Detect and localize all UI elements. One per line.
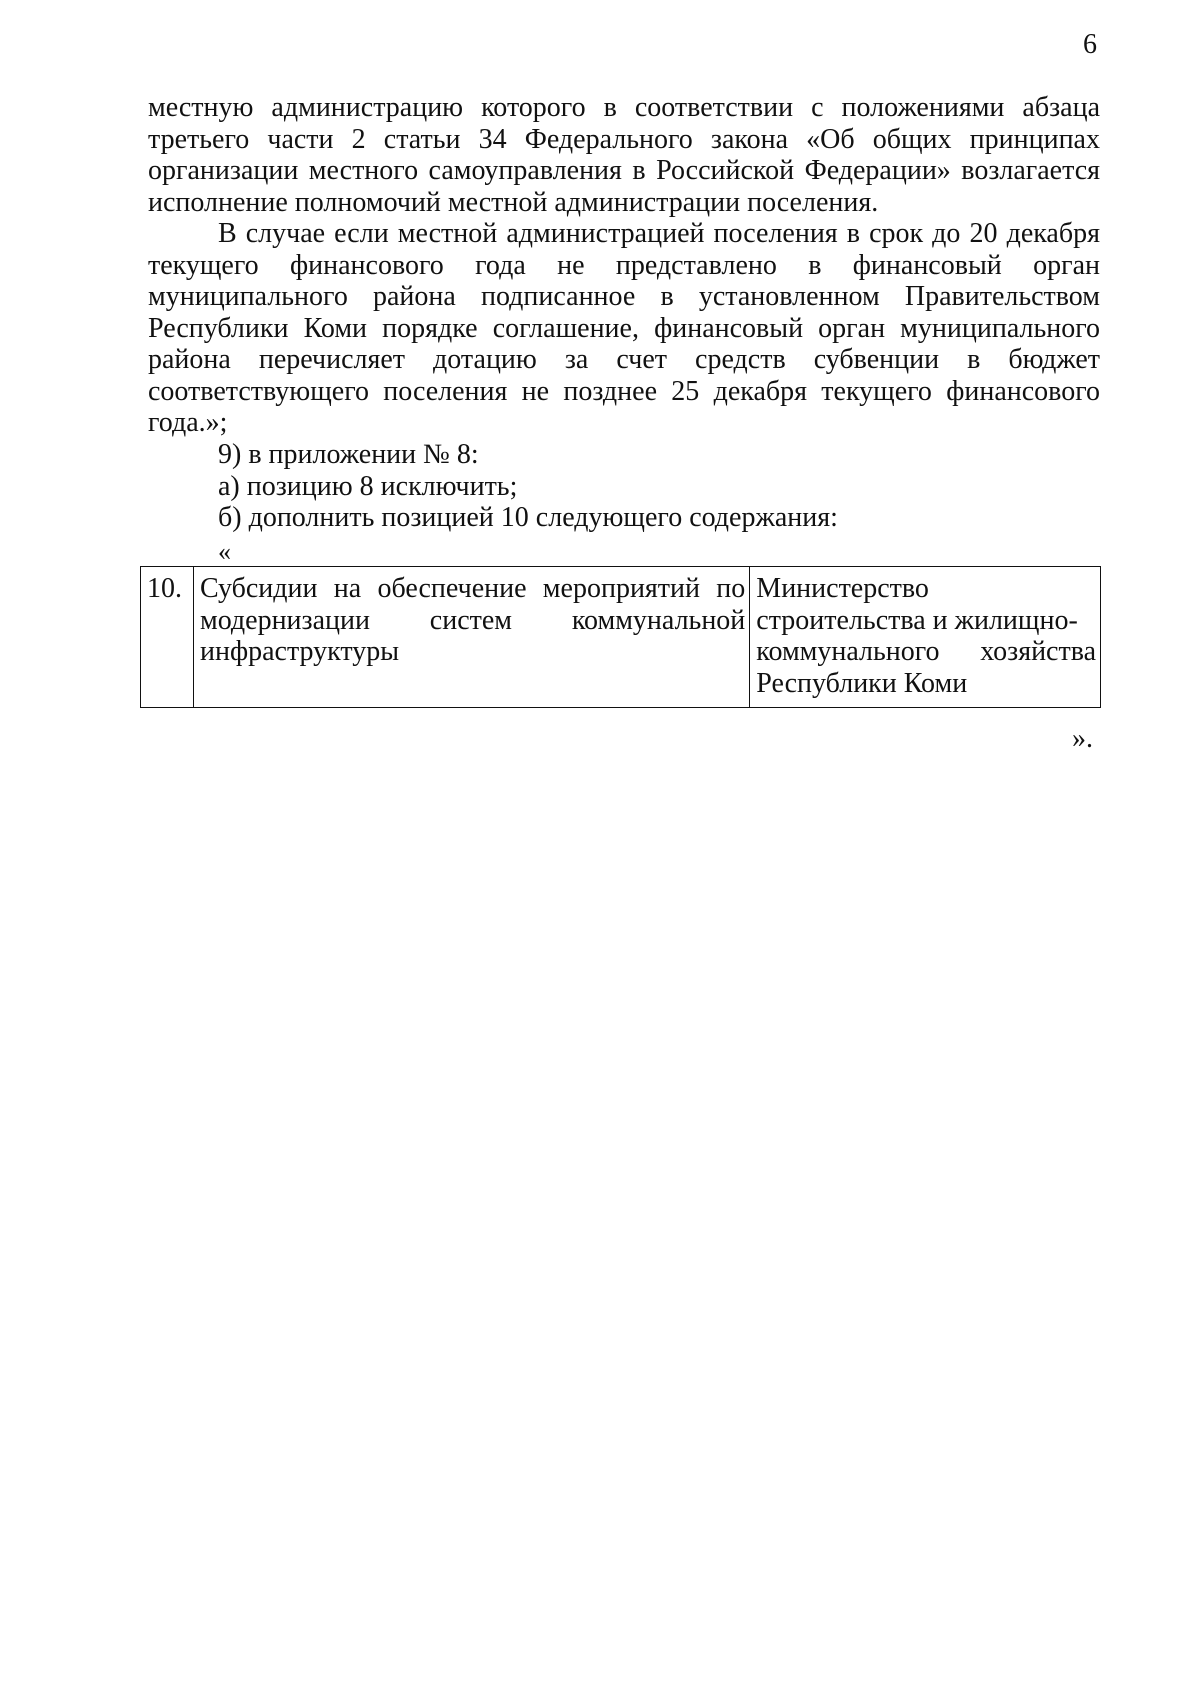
text-line: третьего части 2 статьи 34 Федерального закона «Об общих принципах — [148, 123, 1100, 155]
open-quote: « — [218, 537, 231, 566]
responsible-ministry — [750, 567, 1101, 708]
cell-text-line: Республики Коми — [756, 667, 968, 699]
close-quote: ». — [1072, 723, 1093, 754]
amendment-items — [148, 439, 1100, 534]
item-b: б) дополнить позицией 10 следующего содержания: — [218, 502, 838, 533]
text-line: текущего финансового года не представлено в финансовый орган — [148, 249, 1100, 281]
cell-text-line: модернизации систем коммунальной — [199, 604, 746, 636]
text-line: организации местного самоуправления в Российской Федерации» возлагается — [148, 155, 1100, 186]
text-line: местную администрацию которого в соответствии с положениями абзаца — [148, 92, 1100, 123]
text-line: исполнение полномочий местной администрации поселения. — [148, 186, 879, 218]
subsidy-name — [193, 567, 749, 708]
text-line: района перечисляет дотацию за счет средств субвенции в бюджет — [148, 344, 1100, 375]
row-number: 10. — [141, 567, 194, 708]
appendix-table — [140, 566, 1101, 708]
cell-text-line: коммунального хозяйства — [756, 636, 1096, 667]
cell-text-line: строительства и жилищно- — [756, 604, 1078, 636]
paragraph-continuation — [148, 92, 1100, 218]
text-line: муниципального района подписанное в установленном Правительством — [148, 281, 1100, 312]
table-row — [141, 567, 1101, 708]
item-9: 9) в приложении № 8: — [218, 439, 479, 470]
text-line: Республики Коми порядке соглашение, финансовый орган муниципального — [148, 312, 1100, 344]
item-a: а) позицию 8 исключить; — [218, 470, 518, 502]
cell-text-line: инфраструктуры — [199, 636, 400, 667]
paragraph-subsidy-transfer — [148, 218, 1100, 439]
cell-text-line: Субсидии на обеспечение мероприятий по — [199, 573, 746, 604]
text-line: В случае если местной администрацией поселения в срок до 20 декабря — [218, 218, 1100, 249]
page-number: 6 — [1083, 29, 1097, 60]
cell-text-line: Министерство — [756, 573, 929, 604]
text-line: года.»; — [148, 407, 228, 438]
text-line: соответствующего поселения не позднее 25 декабря текущего финансового — [148, 375, 1100, 407]
